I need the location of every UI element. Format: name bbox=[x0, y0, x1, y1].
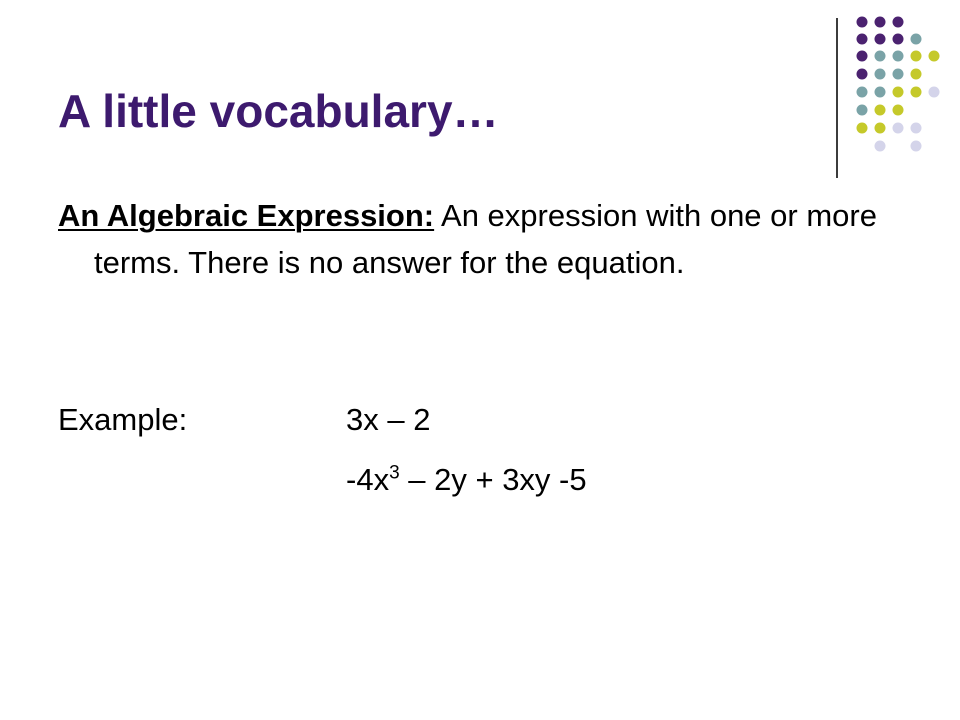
decor-dot bbox=[893, 87, 904, 98]
decor-dot bbox=[911, 69, 922, 80]
decor-dot bbox=[893, 123, 904, 134]
decor-dot bbox=[857, 123, 868, 134]
decor-dot bbox=[857, 34, 868, 45]
decor-dot bbox=[857, 105, 868, 116]
decor-dot bbox=[875, 105, 886, 116]
decor-dot bbox=[857, 51, 868, 62]
example-expression-2 bbox=[346, 462, 587, 498]
definition-text: An expression with one or more terms. There is no answer for the equation. bbox=[94, 198, 877, 280]
definition-term: An Algebraic Expression: bbox=[58, 198, 435, 233]
decor-dot bbox=[893, 34, 904, 45]
decor-dot bbox=[875, 141, 886, 152]
decor-dot bbox=[911, 141, 922, 152]
slide-title: A little vocabulary… bbox=[58, 85, 499, 137]
decor-dot bbox=[929, 51, 940, 62]
decor-dot bbox=[875, 17, 886, 28]
decor-dot bbox=[857, 69, 868, 80]
decor-dot bbox=[857, 87, 868, 98]
decor-dot bbox=[911, 123, 922, 134]
expr2-base: -4x bbox=[346, 462, 390, 497]
decor-dot bbox=[875, 51, 886, 62]
title-divider-line bbox=[836, 18, 838, 178]
decor-dot bbox=[875, 69, 886, 80]
decor-dot bbox=[929, 87, 940, 98]
decor-dot bbox=[911, 51, 922, 62]
decor-dot bbox=[911, 87, 922, 98]
decor-dot bbox=[893, 105, 904, 116]
decor-dot bbox=[875, 34, 886, 45]
definition-paragraph bbox=[58, 192, 908, 286]
example-label: Example: bbox=[58, 402, 188, 437]
slide-body bbox=[58, 192, 908, 286]
decor-dot bbox=[893, 51, 904, 62]
decor-dot bbox=[875, 87, 886, 98]
expr2-rest: – 2y + 3xy -5 bbox=[399, 462, 587, 497]
decor-dot bbox=[893, 17, 904, 28]
decor-dot bbox=[893, 69, 904, 80]
decor-dot bbox=[875, 123, 886, 134]
expr2-exponent: 3 bbox=[389, 462, 400, 484]
decor-dot bbox=[911, 34, 922, 45]
example-expression-1: 3x – 2 bbox=[346, 402, 431, 437]
decor-dot bbox=[857, 17, 868, 28]
